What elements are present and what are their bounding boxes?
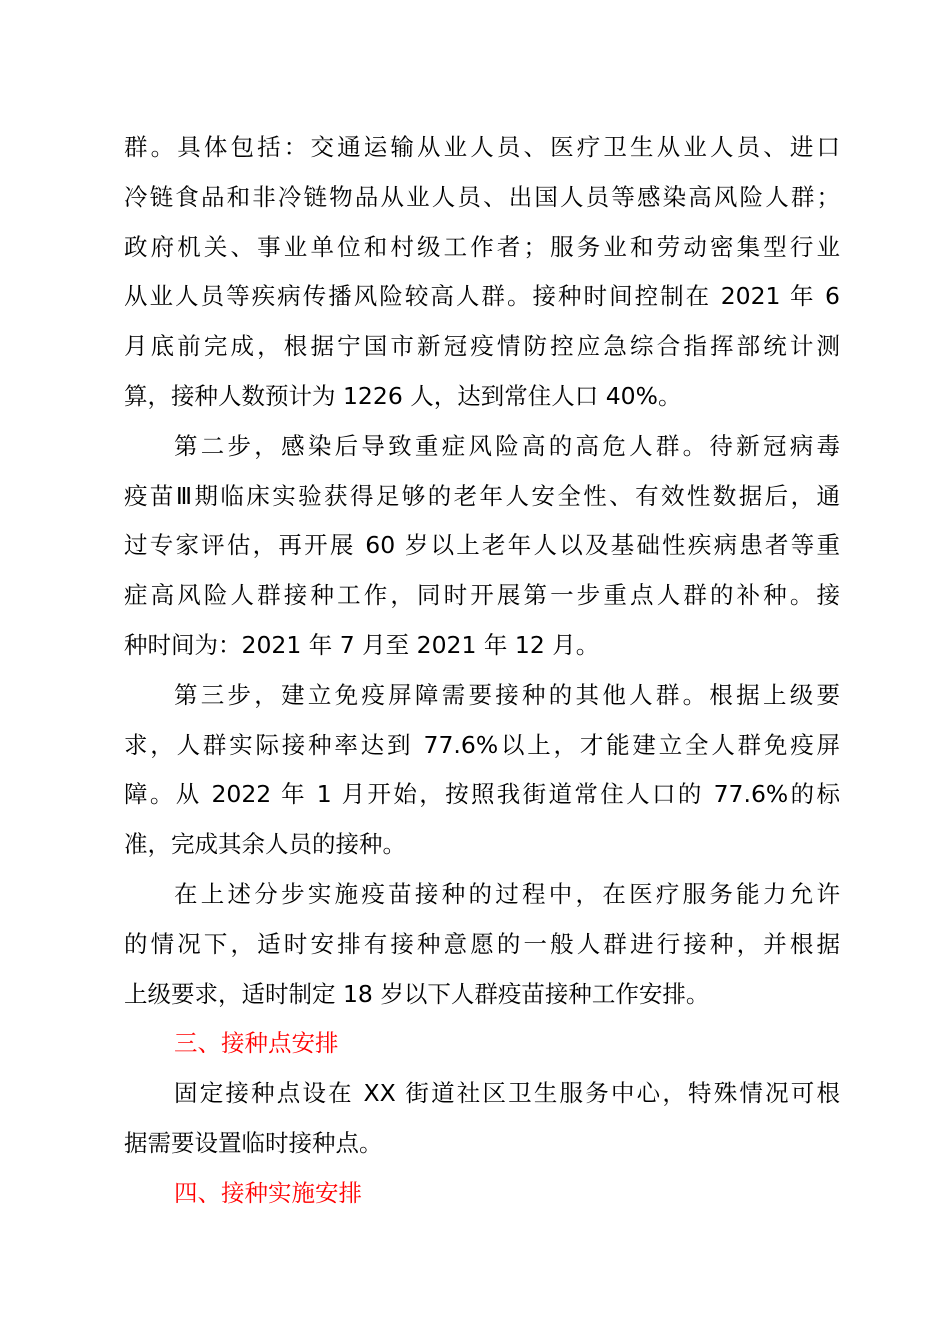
paragraph-line: 第三步，建立免疫屏障需要接种的其他人群。根据上级要 xyxy=(174,680,840,709)
paragraph-line: 症高风险人群接种工作，同时开展第一步重点人群的补种。接 xyxy=(124,581,840,610)
paragraph-line: 障。从 2022 年 1 月开始，按照我街道常住人口的 77.6%的标 xyxy=(124,780,840,809)
paragraph-line: 据需要设置临时接种点。 xyxy=(124,1128,383,1157)
paragraph-line: 冷链食品和非冷链物品从业人员、出国人员等感染高风险人群； xyxy=(124,182,840,211)
paragraph-line: 从业人员等疾病传播风险较高人群。接种时间控制在 2021 年 6 xyxy=(124,282,840,311)
section-heading: 四、接种实施安排 xyxy=(174,1178,362,1207)
paragraph-line: 第二步，感染后导致重症风险高的高危人群。待新冠病毒 xyxy=(174,431,840,460)
paragraph-line: 准，完成其余人员的接种。 xyxy=(124,830,406,859)
paragraph-line: 在上述分步实施疫苗接种的过程中，在医疗服务能力允许 xyxy=(174,879,840,908)
paragraph-line: 疫苗Ⅲ期临床实验获得足够的老年人安全性、有效性数据后，通 xyxy=(124,481,840,510)
paragraph-line: 政府机关、事业单位和村级工作者；服务业和劳动密集型行业 xyxy=(124,232,840,261)
paragraph-line: 的情况下，适时安排有接种意愿的一般人群进行接种，并根据 xyxy=(124,929,840,958)
paragraph-line: 过专家评估，再开展 60 岁以上老年人以及基础性疾病患者等重 xyxy=(124,531,840,560)
paragraph-line: 群。具体包括：交通运输从业人员、医疗卫生从业人员、进口 xyxy=(124,133,840,161)
section-heading: 三、接种点安排 xyxy=(174,1029,339,1058)
paragraph-line: 求，人群实际接种率达到 77.6%以上，才能建立全人群免疫屏 xyxy=(124,730,840,759)
paragraph-line: 月底前完成，根据宁国市新冠疫情防控应急综合指挥部统计测 xyxy=(124,332,840,361)
paragraph-line: 算，接种人数预计为 1226 人，达到常住人口 40%。 xyxy=(124,381,682,410)
document-page xyxy=(124,123,840,1219)
paragraph-line: 种时间为：2021 年 7 月至 2021 年 12 月。 xyxy=(124,630,600,659)
paragraph-line: 固定接种点设在 XX 街道社区卫生服务中心，特殊情况可根 xyxy=(174,1079,840,1108)
paragraph-line: 上级要求，适时制定 18 岁以下人群疫苗接种工作安排。 xyxy=(124,979,710,1008)
